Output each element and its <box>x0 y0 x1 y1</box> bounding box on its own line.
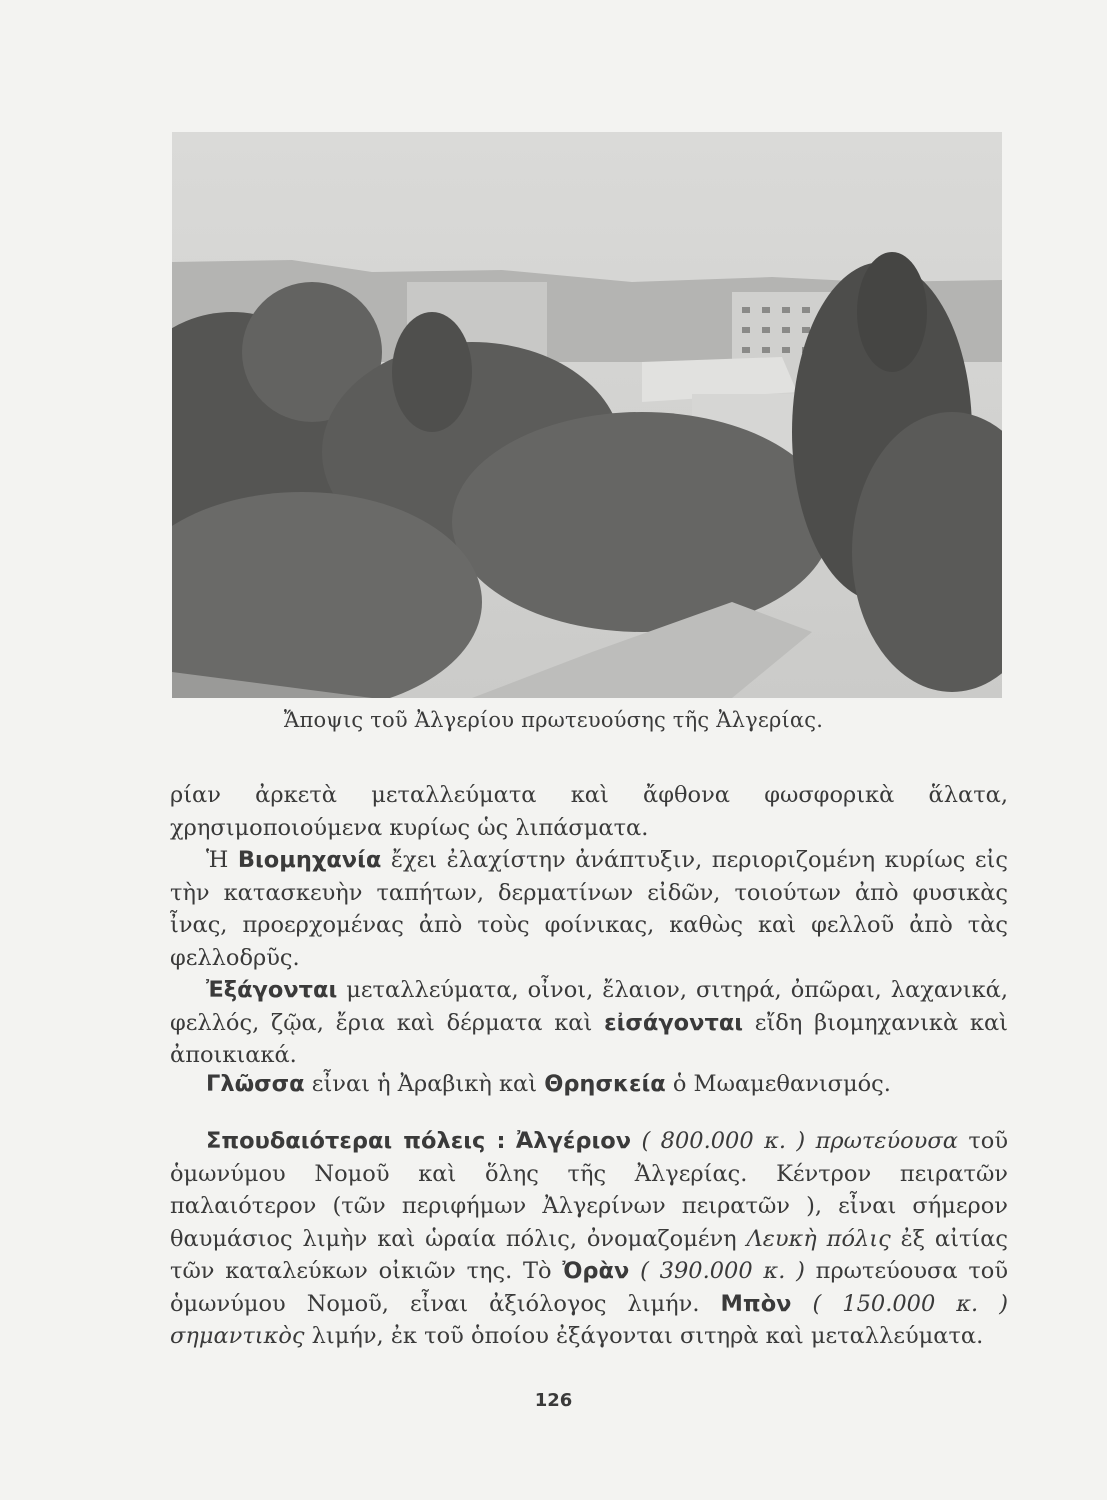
city-algiers: Ἀλγέριον <box>515 1128 632 1154</box>
paragraph-industry <box>170 844 1008 974</box>
city-oran: Ὀρὰν <box>562 1258 630 1284</box>
language-text: εἶναι ἡ Ἀραβικὴ καὶ <box>304 1071 545 1097</box>
city-bone: Μπὸν <box>720 1290 792 1317</box>
paragraph-minerals: ρίαν ἀρκετὰ μεταλλεύματα καὶ ἄφθονα φωσφορικὰ ἅλατα, χρησιμοποιούμενα κυρίως ὡς λιπάσματα. <box>170 782 1008 841</box>
algiers-text-2: ἐξ αἰτίας τῶν καταλεύκων οἰκιῶν της. Τὸ <box>170 1225 1009 1284</box>
white-city: Λευκὴ πόλις <box>746 1225 891 1252</box>
industry-term: Βιομηχανία <box>237 847 382 873</box>
algiers-text: τοῦ ὁμωνύμου Νομοῦ καὶ ὅλης τῆς Ἀλγερίας. Κέντρον πειρατῶν παλαιότερον (τῶν περιφήμων Ἀλγερίνων πειρατῶν ), εἶναι σήμερον θαυμάσιος λιμὴν καὶ ὡραία πόλις, ὀνομαζομένη <box>170 1128 1008 1252</box>
language-term: Γλῶσσα <box>206 1071 305 1097</box>
bone-population: ( 150.000 κ. ) σημαντικὸς <box>170 1290 1008 1349</box>
algiers-population: ( 800.000 κ. ) πρωτεύουσα <box>641 1128 958 1154</box>
cities-heading: Σπουδαιότεραι πόλεις : <box>206 1128 506 1154</box>
page-number: 126 <box>534 1390 573 1411</box>
body-text-upper <box>170 779 1008 1072</box>
imports-term: εἰσάγονται <box>604 1009 744 1036</box>
photo-caption: Ἄποψις τοῦ Ἀλγερίου πρωτευούσης τῆς Ἀλγερίας. <box>283 708 824 732</box>
body-text-cities <box>170 1125 1008 1353</box>
industry-text: ἔχει ἐλαχίστην ἀνάπτυξιν, περιοριζομένη κυρίως εἰς τὴν κατασκευὴν ταπήτων, δερματίνων εἰδῶν, τοιούτων ἀπὸ φυσικὰς ἶνας, προερχομένας ἀπὸ τοὺς φοίνικας, καθὼς καὶ φελλοῦ ἀπὸ τὰς φελλοδρῦς. <box>170 847 1008 971</box>
religion-text: ὁ Μωαμεθανισμός. <box>665 1071 891 1097</box>
body-text-language <box>170 1068 1008 1101</box>
religion-term: Θρησκεία <box>544 1071 666 1097</box>
paragraph-trade <box>170 974 1008 1072</box>
paragraph-language <box>170 1068 1008 1101</box>
exports-text: μεταλλεύματα, οἶνοι, ἔλαιον, σιτηρά, ὀπῶραι, λαχανικά, φελλός, ζῷα, ἔρια καὶ δέρματα καὶ <box>170 977 1008 1036</box>
exports-term: Ἐξάγονται <box>206 977 338 1003</box>
oran-population: ( 390.000 κ. ) <box>640 1258 805 1284</box>
algiers-photo <box>172 132 1002 698</box>
bone-text: λιμήν, ἐκ τοῦ ὁποίου ἐξάγονται σιτηρὰ καὶ μεταλλεύματα. <box>304 1323 984 1349</box>
paragraph-cities <box>170 1125 1008 1353</box>
imports-text: εἴδη βιομηχανικὰ καὶ ἀποικιακά. <box>170 1009 1008 1068</box>
industry-lead: Ἡ <box>206 847 238 873</box>
oran-text: πρωτεύουσα τοῦ ὁμωνύμου Νομοῦ, εἶναι ἀξιόλογος λιμήν. <box>170 1258 1009 1317</box>
